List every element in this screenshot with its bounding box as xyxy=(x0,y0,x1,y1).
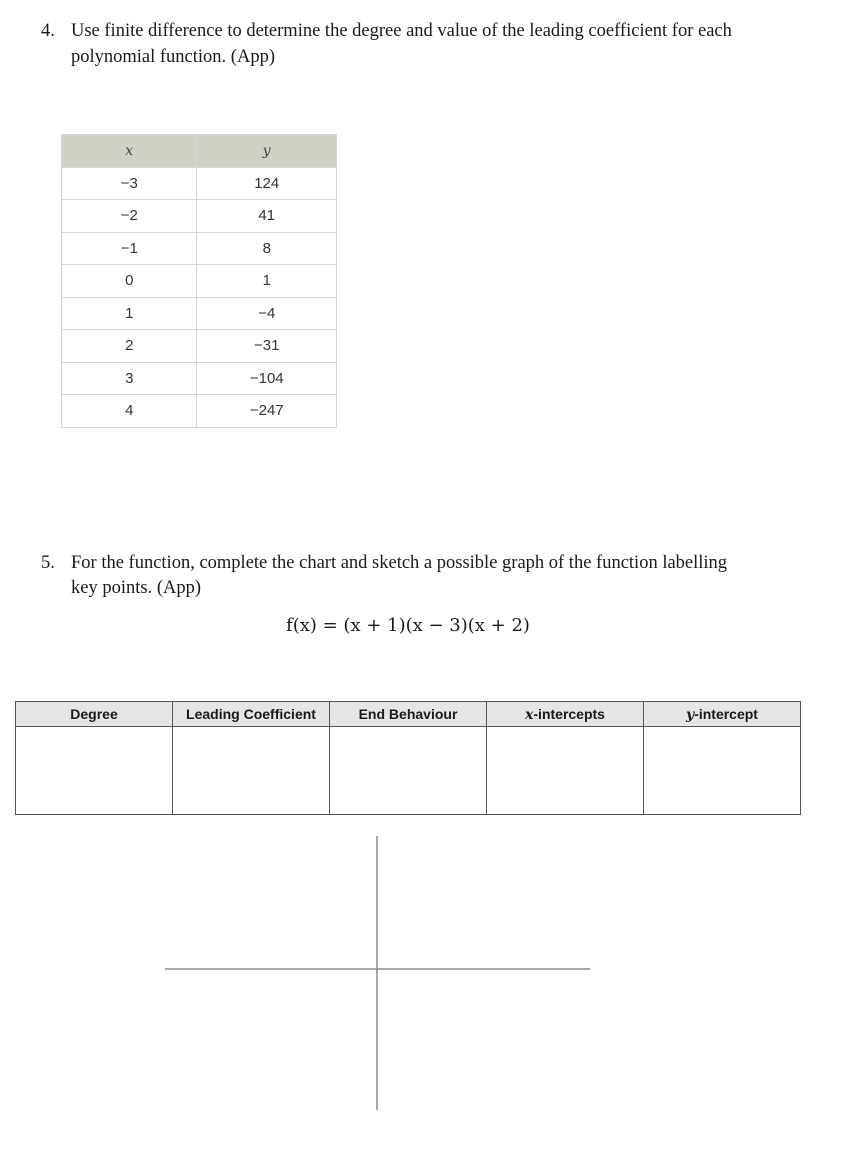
question-5-line-2: key points. (App) xyxy=(71,578,201,598)
question-4-number: 4. xyxy=(41,21,55,41)
y-column-header: y xyxy=(197,135,337,168)
y-cell: −247 xyxy=(197,395,337,428)
y-cell: 1 xyxy=(197,265,337,298)
y-cell: 41 xyxy=(197,200,337,233)
x-cell: 4 xyxy=(62,395,197,428)
y-cell: 124 xyxy=(197,167,337,200)
x-cell: −1 xyxy=(62,232,197,265)
y-cell: 8 xyxy=(197,232,337,265)
degree-header: Degree xyxy=(16,702,173,727)
x-cell: 2 xyxy=(62,330,197,363)
x-cell: 3 xyxy=(62,362,197,395)
y-variable: y xyxy=(686,706,695,723)
leading-coefficient-header: Leading Coefficient xyxy=(173,702,330,727)
question-5-line-1: For the function, complete the chart and sketch a possible graph of the function labelling xyxy=(71,553,728,573)
x-cell: 1 xyxy=(62,297,197,330)
y-intercept-label: -intercept xyxy=(694,705,758,722)
x-cell: −3 xyxy=(62,167,197,200)
x-column-header: x xyxy=(62,135,197,168)
x-cell: 0 xyxy=(62,265,197,298)
x-intercepts-label: -intercepts xyxy=(533,705,605,722)
x-variable: x xyxy=(525,706,534,723)
y-cell: −4 xyxy=(197,297,337,330)
y-cell: −104 xyxy=(197,362,337,395)
question-4-line-2: polynomial function. (App) xyxy=(71,47,275,67)
question-4-line-1: Use finite difference to determine the degree and value of the leading coefficient for each xyxy=(71,21,732,41)
x-cell: −2 xyxy=(62,200,197,233)
end-behaviour-header: End Behaviour xyxy=(330,702,487,727)
function-formula: f(x) = (x + 1)(x − 3)(x + 2) xyxy=(286,615,530,636)
question-5-number: 5. xyxy=(41,553,55,573)
y-cell: −31 xyxy=(197,330,337,363)
